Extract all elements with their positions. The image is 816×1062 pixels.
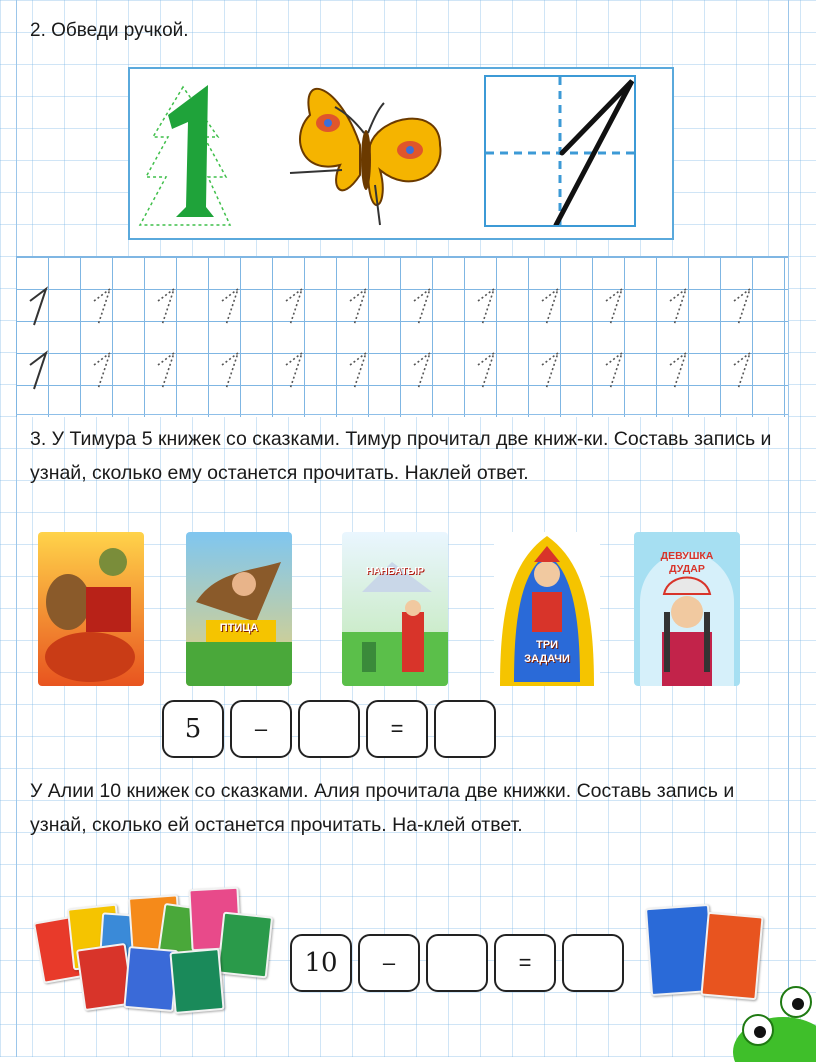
equation-1-equals-sign: = <box>366 700 428 758</box>
green-digit-tree-icon <box>138 77 238 233</box>
dotted-digit-one <box>158 289 174 325</box>
right-margin-line <box>788 0 789 1057</box>
dotted-digit-one <box>734 353 750 389</box>
book-4-title: ТРИ ЗАДАЧИ <box>524 639 570 665</box>
dotted-digit-one <box>542 289 558 325</box>
dashed-guide <box>486 77 634 225</box>
dotted-digit-one <box>286 289 302 325</box>
left-margin-line <box>16 0 17 1057</box>
dotted-digit-one <box>222 289 238 325</box>
equation-2-equals-sign: = <box>494 934 556 992</box>
book-cover-4 <box>494 532 600 686</box>
equation-1-first-number: 5 <box>162 700 224 758</box>
dotted-digit-one <box>478 353 494 389</box>
dotted-digit-one <box>414 353 430 389</box>
dotted-digit-one <box>670 353 686 389</box>
dotted-digit-one <box>286 353 302 389</box>
book-cover-3 <box>342 532 448 686</box>
equation-2-answer-slot-1[interactable] <box>426 934 488 992</box>
dotted-digit-one <box>542 353 558 389</box>
trace-box <box>484 75 636 227</box>
frog-mascot-icon <box>728 982 816 1062</box>
tracing-digits <box>16 257 788 417</box>
dotted-digit-one <box>734 289 750 325</box>
dotted-digit-one <box>94 353 110 389</box>
equation-1-result-slot[interactable] <box>434 700 496 758</box>
butterfly-icon <box>280 75 450 235</box>
exercise-2-title: 2. Обведи ручкой. <box>30 20 189 41</box>
equation-2-minus-sign: – <box>358 934 420 992</box>
divider-line <box>16 414 788 415</box>
equation-1-answer-slot-1[interactable] <box>298 700 360 758</box>
book-3-title: НАНБАТЫР <box>366 566 424 577</box>
book-cover-1 <box>38 532 144 686</box>
sample-digit-one <box>30 353 46 389</box>
dotted-digit-one <box>222 353 238 389</box>
book-2-title: ПТИЦА <box>219 622 259 634</box>
dotted-digit-one <box>478 289 494 325</box>
book-pile-icon <box>30 888 280 1018</box>
dotted-digit-one <box>606 289 622 325</box>
dotted-digit-one <box>414 289 430 325</box>
dotted-digit-one <box>670 289 686 325</box>
equation-1 <box>162 700 496 758</box>
book-cover-5 <box>634 532 740 686</box>
exercise-3-text: 3. У Тимура 5 книжек со сказками. Тимур прочитал две книж-ки. Составь запись и узнай, сколько ему останется прочитать. Наклей ответ. <box>30 428 772 484</box>
dotted-digit-one <box>94 289 110 325</box>
tracing-practice-grid[interactable] <box>16 256 788 417</box>
equation-2-result-slot[interactable] <box>562 934 624 992</box>
dotted-digit-one <box>350 353 366 389</box>
book-5-title: ДЕВУШКА ДУДАР <box>660 550 714 575</box>
sample-digit-one <box>30 289 46 325</box>
equation-2 <box>290 934 624 992</box>
book-cover-2 <box>186 532 292 686</box>
dotted-digit-one <box>158 353 174 389</box>
equation-1-minus-sign: – <box>230 700 292 758</box>
equation-2-first-number: 10 <box>290 934 352 992</box>
dotted-digit-one <box>350 289 366 325</box>
dotted-digit-one <box>606 353 622 389</box>
exercise-4-text: У Алии 10 книжек со сказками. Алия прочитала две книжки. Составь запись и узнай, сколько ей останется прочитать. На-клей ответ. <box>30 780 735 836</box>
digit-one-panel <box>128 67 674 240</box>
